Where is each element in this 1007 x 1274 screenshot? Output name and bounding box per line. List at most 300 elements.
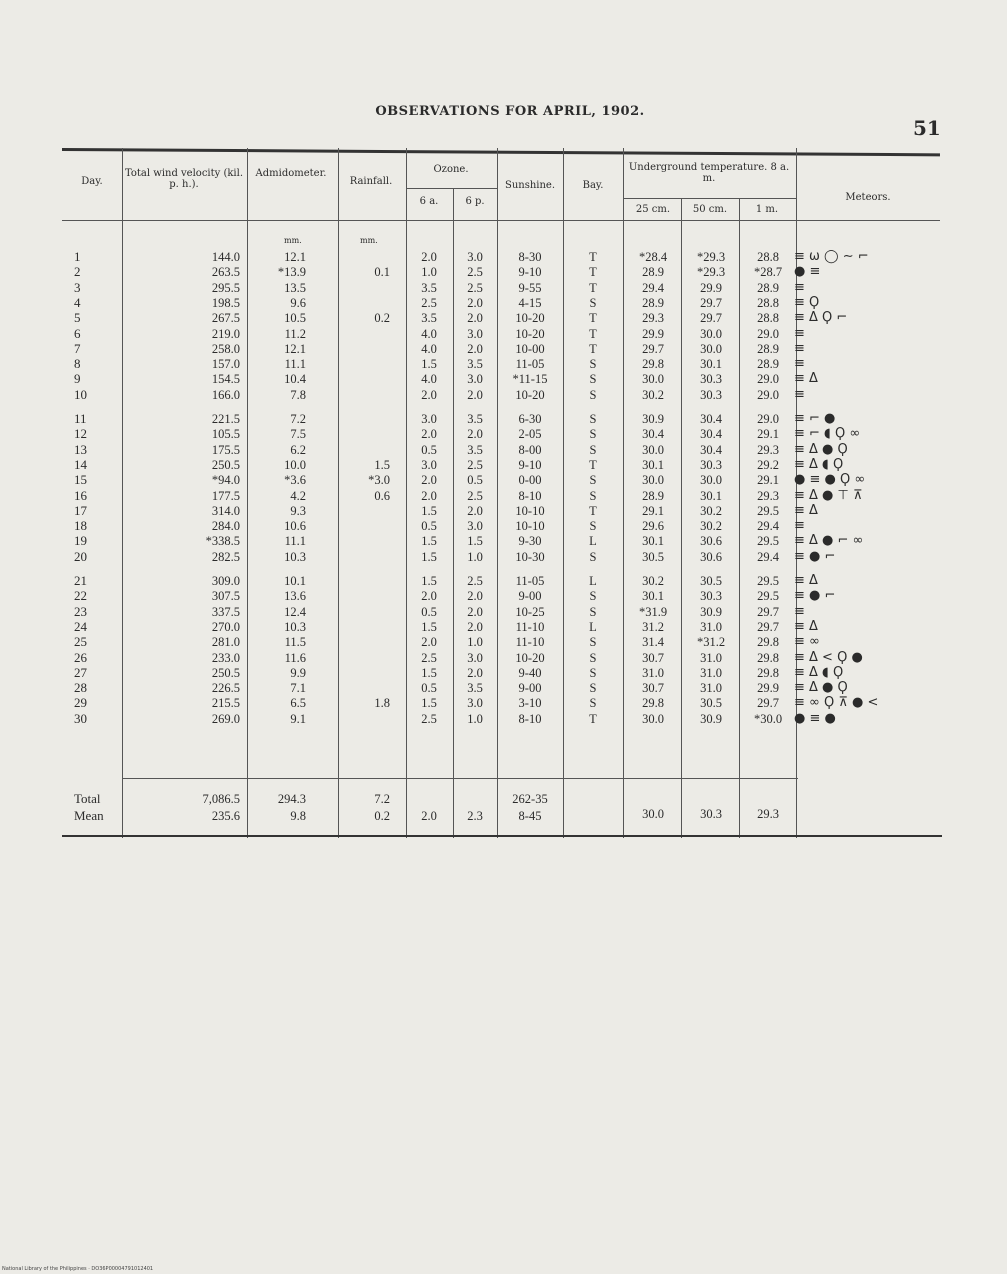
cell-wind: 267.5	[211, 311, 240, 326]
cell-bay: T	[589, 711, 597, 726]
footer-credit: National Library of the Philippines · DO36P00004791012401	[2, 1266, 154, 1272]
cell-ug-25: 31.4	[642, 635, 664, 650]
cell-bay: T	[589, 503, 597, 518]
cell-ug-1m: 29.3	[757, 442, 779, 457]
cell-sunshine: 8-30	[518, 250, 542, 264]
cell-ozone-6a: 3.0	[421, 412, 437, 426]
cell-ug-25: 29.8	[642, 696, 664, 711]
cell-ozone-6p: 3.5	[467, 412, 483, 426]
cell-day: 19	[74, 533, 87, 549]
cell-ug-1m: 29.7	[757, 696, 779, 711]
cell-meteors: ≡	[794, 386, 805, 402]
cell-day: 22	[74, 588, 87, 604]
cell-ug-1m: 29.8	[757, 650, 779, 665]
cell-sunshine: 9-30	[518, 534, 542, 549]
cell-ug-1m: 29.8	[757, 635, 779, 650]
header-underground: Underground temperature. 8 a. m.	[628, 162, 790, 184]
cell-sunshine: 0-00	[518, 473, 542, 488]
cell-ug-50: 30.3	[700, 372, 722, 387]
ug-50-mean: 30.3	[700, 807, 722, 821]
sunshine-mean: 8-45	[518, 809, 542, 823]
cell-ug-1m: 28.8	[757, 311, 779, 326]
header-rule	[62, 220, 940, 221]
header-day: Day.	[81, 176, 103, 187]
cell-atmidometer: 10.4	[284, 372, 306, 387]
cell-sunshine: 10-10	[515, 519, 545, 534]
cell-ozone-6a: 1.5	[421, 574, 437, 588]
cell-bay: T	[589, 311, 597, 326]
atm-total: 294.3	[277, 792, 306, 806]
cell-ozone-6a: 1.0	[421, 265, 437, 280]
cell-ug-1m: 29.7	[757, 619, 779, 634]
cell-wind: 250.5	[211, 665, 240, 680]
cell-ozone-6a: 2.5	[421, 295, 437, 310]
cell-atmidometer: 13.6	[284, 589, 306, 604]
header-bay: Bay.	[582, 180, 604, 191]
cell-ug-50: 30.9	[700, 711, 722, 726]
cell-wind: 337.5	[211, 604, 240, 619]
cell-bay: L	[589, 574, 597, 588]
cell-ug-50: *29.3	[696, 250, 726, 264]
header-ug-1m: 1 m.	[755, 204, 779, 215]
ozone-6a-mean: 2.0	[421, 809, 437, 823]
cell-rainfall: *3.0	[368, 473, 390, 488]
cell-day: 30	[74, 710, 87, 726]
cell-ug-25: 30.0	[642, 372, 664, 387]
cell-ozone-6p: 2.5	[467, 280, 483, 295]
table-top-rule	[62, 148, 940, 156]
cell-ozone-6a: 4.0	[421, 326, 437, 341]
cell-ug-25: 30.1	[642, 589, 664, 604]
cell-bay: T	[589, 265, 597, 280]
mean-label: Mean	[74, 808, 104, 823]
cell-day: 6	[74, 325, 81, 341]
totals-rule	[122, 778, 798, 779]
cell-ug-50: 30.1	[700, 488, 722, 503]
cell-ug-25: 30.0	[642, 473, 664, 488]
cell-wind: 105.5	[211, 427, 240, 442]
cell-rainfall: 1.5	[374, 457, 390, 472]
sunshine-total: 262-35	[512, 792, 548, 806]
cell-ug-50: 31.0	[700, 619, 722, 634]
cell-sunshine: 10-20	[515, 650, 545, 665]
cell-ug-25: 29.9	[642, 326, 664, 341]
atm-unit: mm.	[284, 236, 302, 245]
cell-ug-1m: 28.9	[757, 357, 779, 372]
cell-bay: T	[589, 280, 597, 295]
cell-ozone-6p: 2.0	[467, 311, 483, 326]
cell-ug-50: 30.4	[700, 442, 722, 457]
cell-meteors: ≡ Δ ● Ϙ	[794, 441, 848, 457]
cell-ozone-6a: 2.0	[421, 427, 437, 442]
cell-ug-25: 29.3	[642, 311, 664, 326]
cell-ozone-6p: 3.0	[467, 650, 483, 665]
cell-bay: S	[589, 357, 597, 372]
cell-ozone-6a: 1.5	[421, 357, 437, 372]
cell-day: 23	[74, 603, 87, 619]
cell-bay: S	[589, 295, 597, 310]
cell-bay: S	[589, 473, 597, 488]
cell-sunshine: 8-00	[518, 442, 542, 457]
ozone-6p-mean: 2.3	[467, 809, 483, 823]
cell-ug-1m: 28.8	[757, 250, 779, 264]
cell-ozone-6a: 0.5	[421, 604, 437, 619]
cell-meteors: ≡ ∞	[794, 634, 820, 650]
cell-ug-25: 30.4	[642, 427, 664, 442]
cell-bay: S	[589, 635, 597, 650]
cell-atmidometer: 11.6	[284, 650, 306, 665]
cell-ug-25: 29.8	[642, 357, 664, 372]
header-meteors: Meteors.	[845, 192, 891, 203]
cell-day: 15	[74, 472, 87, 488]
cell-ug-25: 29.7	[642, 341, 664, 356]
cell-ozone-6p: 3.0	[467, 326, 483, 341]
cell-sunshine: 10-30	[515, 549, 545, 564]
cell-meteors: ≡	[794, 279, 805, 295]
cell-ozone-6a: 2.0	[421, 635, 437, 650]
cell-day: 18	[74, 518, 87, 534]
cell-atmidometer: 7.5	[290, 427, 306, 442]
cell-wind: 295.5	[211, 280, 240, 295]
cell-atmidometer: 7.2	[290, 412, 306, 426]
cell-sunshine: 8-10	[518, 488, 542, 503]
cell-ug-1m: 29.9	[757, 681, 779, 696]
cell-ozone-6p: 2.0	[467, 589, 483, 604]
cell-ug-50: 30.5	[700, 574, 722, 588]
cell-bay: T	[589, 326, 597, 341]
cell-ug-50: 31.0	[700, 650, 722, 665]
cell-ug-25: 28.9	[642, 265, 664, 280]
cell-wind: 177.5	[211, 488, 240, 503]
cell-atmidometer: 10.0	[284, 457, 306, 472]
cell-bay: S	[589, 696, 597, 711]
cell-ug-25: 30.0	[642, 711, 664, 726]
cell-sunshine: 4-15	[518, 295, 542, 310]
cell-bay: S	[589, 412, 597, 426]
cell-ozone-6p: 2.5	[467, 265, 483, 280]
cell-meteors: ● ≡ ●	[794, 710, 836, 726]
cell-atmidometer: *13.9	[277, 265, 306, 280]
cell-meteors: ≡ Δ ● ⌐ ∞	[794, 533, 864, 549]
cell-rainfall: 1.8	[374, 696, 390, 711]
cell-ozone-6p: 2.0	[467, 387, 483, 402]
cell-ozone-6a: 1.5	[421, 534, 437, 549]
cell-meteors: ≡	[794, 340, 805, 356]
rain-total: 7.2	[374, 792, 390, 806]
cell-day: 16	[74, 487, 87, 503]
cell-wind: 198.5	[211, 295, 240, 310]
cell-ug-25: 30.1	[642, 534, 664, 549]
cell-ozone-6a: 2.0	[421, 488, 437, 503]
cell-ug-50: 29.7	[700, 295, 722, 310]
cell-bay: S	[589, 681, 597, 696]
cell-ug-1m: 29.7	[757, 604, 779, 619]
cell-atmidometer: 6.5	[290, 696, 306, 711]
cell-wind: 233.0	[211, 650, 240, 665]
wind-total: 7,086.5	[202, 792, 240, 806]
cell-ozone-6a: 3.5	[421, 280, 437, 295]
cell-ug-50: 29.9	[700, 280, 722, 295]
cell-ug-25: 30.2	[642, 387, 664, 402]
cell-atmidometer: 11.2	[284, 326, 306, 341]
cell-sunshine: 10-20	[515, 326, 545, 341]
cell-ug-50: 30.6	[700, 534, 722, 549]
cell-ug-25: 28.9	[642, 488, 664, 503]
cell-atmidometer: 4.2	[290, 488, 306, 503]
cell-sunshine: 9-10	[518, 457, 542, 472]
cell-sunshine: 11-10	[515, 619, 545, 634]
cell-rainfall: 0.6	[374, 488, 390, 503]
cell-bay: L	[589, 534, 597, 549]
cell-bay: L	[589, 619, 597, 634]
cell-ug-50: 31.0	[700, 665, 722, 680]
cell-ozone-6p: 2.0	[467, 427, 483, 442]
cell-ozone-6a: 2.5	[421, 711, 437, 726]
cell-bay: S	[589, 372, 597, 387]
cell-ug-25: 30.1	[642, 457, 664, 472]
cell-wind: 226.5	[211, 681, 240, 696]
cell-ozone-6p: 1.0	[467, 549, 483, 564]
cell-bay: S	[589, 650, 597, 665]
cell-meteors: ≡ ● ⌐	[794, 548, 836, 564]
rain-unit: mm.	[360, 236, 378, 245]
cell-wind: 307.5	[211, 589, 240, 604]
cell-ozone-6p: 2.0	[467, 503, 483, 518]
cell-ug-50: 30.4	[700, 412, 722, 426]
cell-meteors: ≡ ⌐ ●	[794, 411, 836, 426]
header-rainfall: Rainfall.	[349, 176, 393, 187]
cell-ozone-6a: 1.5	[421, 503, 437, 518]
cell-meteors: ≡ Δ ● ⊤ ⊼	[794, 487, 863, 503]
cell-meteors: ≡ ∞ Ϙ ⊼ ● <	[794, 695, 879, 711]
cell-meteors: ≡ Ϙ	[794, 294, 820, 310]
cell-ozone-6a: 4.0	[421, 372, 437, 387]
cell-ug-50: *29.3	[696, 265, 726, 280]
cell-wind: 270.0	[211, 619, 240, 634]
header-atmidometer: Admidometer.	[255, 168, 327, 179]
cell-day: 27	[74, 664, 87, 680]
cell-ozone-6a: 1.5	[421, 549, 437, 564]
cell-bay: S	[589, 549, 597, 564]
cell-meteors: ≡ Δ ● Ϙ	[794, 680, 848, 696]
cell-ug-1m: 29.0	[757, 412, 779, 426]
cell-meteors: ≡ Δ	[794, 573, 818, 588]
cell-ozone-6a: 3.5	[421, 311, 437, 326]
header-ug-50: 50 cm.	[692, 204, 728, 215]
cell-ug-1m: 29.5	[757, 503, 779, 518]
cell-wind: 175.5	[211, 442, 240, 457]
cell-ug-50: 30.2	[700, 503, 722, 518]
cell-ug-50: 30.0	[700, 473, 722, 488]
cell-meteors: ≡	[794, 518, 805, 534]
cell-ug-1m: 29.4	[757, 519, 779, 534]
cell-atmidometer: *3.6	[284, 473, 306, 488]
cell-ug-25: 28.9	[642, 295, 664, 310]
cell-sunshine: 9-10	[518, 265, 542, 280]
cell-rainfall: 0.1	[374, 265, 390, 280]
cell-ug-1m: 29.0	[757, 372, 779, 387]
cell-atmidometer: 6.2	[290, 442, 306, 457]
cell-wind: *94.0	[211, 473, 240, 488]
cell-wind: 221.5	[211, 412, 240, 426]
cell-ozone-6a: 0.5	[421, 519, 437, 534]
cell-ug-50: 30.6	[700, 549, 722, 564]
cell-day: 26	[74, 649, 87, 665]
cell-meteors: ≡	[794, 603, 805, 619]
cell-ozone-6p: 1.5	[467, 534, 483, 549]
cell-atmidometer: 11.1	[284, 357, 306, 372]
cell-ug-1m: 29.8	[757, 665, 779, 680]
cell-sunshine: 6-30	[518, 412, 542, 426]
cell-ug-25: 29.1	[642, 503, 664, 518]
cell-bay: S	[589, 665, 597, 680]
cell-ozone-6p: 2.0	[467, 295, 483, 310]
cell-wind: 215.5	[211, 696, 240, 711]
cell-day: 14	[74, 456, 87, 472]
cell-ug-25: 30.7	[642, 650, 664, 665]
cell-ug-1m: 28.9	[757, 280, 779, 295]
cell-meteors: ≡ Δ	[794, 618, 818, 634]
cell-ozone-6p: 1.0	[467, 635, 483, 650]
cell-day: 21	[74, 573, 87, 588]
cell-ug-1m: 29.5	[757, 589, 779, 604]
cell-meteors: ≡ Δ ◖ Ϙ	[794, 664, 844, 680]
cell-day: 28	[74, 680, 87, 696]
table-bottom-rule	[62, 835, 942, 837]
cell-day: 7	[74, 340, 81, 356]
cell-ozone-6p: 2.5	[467, 457, 483, 472]
cell-meteors: ≡ ⌐ ◖ Ϙ ∞	[794, 426, 861, 442]
cell-ug-25: *31.9	[638, 604, 668, 619]
cell-ozone-6a: 1.5	[421, 696, 437, 711]
cell-ug-50: 29.7	[700, 311, 722, 326]
cell-day: 8	[74, 356, 81, 372]
cell-ug-50: 30.4	[700, 427, 722, 442]
page-title: OBSERVATIONS FOR APRIL, 1902.	[375, 104, 645, 119]
cell-wind: 219.0	[211, 326, 240, 341]
cell-wind: 166.0	[211, 387, 240, 402]
cell-bay: S	[589, 589, 597, 604]
cell-sunshine: 10-10	[515, 503, 545, 518]
cell-day: 3	[74, 279, 81, 295]
cell-ug-50: 30.3	[700, 589, 722, 604]
cell-ug-1m: 29.1	[757, 473, 779, 488]
cell-wind: 314.0	[211, 503, 240, 518]
ug-sub-rule	[624, 198, 796, 199]
cell-ozone-6p: 3.5	[467, 681, 483, 696]
cell-meteors: ≡ ● ⌐	[794, 588, 836, 604]
cell-ug-50: 30.3	[700, 387, 722, 402]
cell-wind: 258.0	[211, 341, 240, 356]
cell-ug-50: 30.0	[700, 326, 722, 341]
cell-day: 29	[74, 695, 87, 711]
cell-ozone-6p: 1.0	[467, 711, 483, 726]
cell-ozone-6p: 2.0	[467, 619, 483, 634]
cell-meteors: ≡	[794, 356, 805, 372]
cell-ug-50: 30.3	[700, 457, 722, 472]
cell-sunshine: 11-05	[515, 357, 545, 372]
cell-ug-1m: 29.0	[757, 387, 779, 402]
cell-bay: S	[589, 427, 597, 442]
cell-day: 17	[74, 502, 87, 518]
cell-ozone-6a: 2.0	[421, 250, 437, 264]
cell-wind: 269.0	[211, 711, 240, 726]
cell-day: 20	[74, 548, 87, 564]
cell-day: 2	[74, 264, 81, 280]
cell-day: 1	[74, 249, 81, 264]
cell-sunshine: 11-10	[515, 635, 545, 650]
cell-ug-50: 30.0	[700, 341, 722, 356]
cell-day: 24	[74, 618, 87, 634]
cell-ozone-6p: 2.5	[467, 574, 483, 588]
cell-ug-25: 30.5	[642, 549, 664, 564]
cell-atmidometer: 10.5	[284, 311, 306, 326]
cell-ug-1m: 29.2	[757, 457, 779, 472]
cell-meteors: ● ≡ ● Ϙ ∞	[794, 472, 866, 488]
cell-ozone-6p: 3.0	[467, 372, 483, 387]
cell-ug-25: 30.9	[642, 412, 664, 426]
cell-ozone-6a: 0.5	[421, 442, 437, 457]
cell-sunshine: 10-00	[515, 341, 545, 356]
cell-sunshine: 9-00	[518, 681, 542, 696]
ozone-sub-rule	[406, 188, 498, 189]
cell-ug-1m: 29.1	[757, 427, 779, 442]
cell-rainfall: 0.2	[374, 311, 390, 326]
cell-ozone-6p: 3.0	[467, 250, 483, 264]
cell-meteors: ≡ Δ ◖ Ϙ	[794, 456, 844, 472]
cell-atmidometer: 9.9	[290, 665, 306, 680]
cell-sunshine: 10-20	[515, 387, 545, 402]
rain-mean: 0.2	[374, 809, 390, 823]
cell-sunshine: 10-25	[515, 604, 545, 619]
cell-sunshine: 9-55	[518, 280, 542, 295]
wind-mean: 235.6	[211, 809, 240, 823]
cell-ug-25: 29.4	[642, 280, 664, 295]
cell-ug-50: 30.1	[700, 357, 722, 372]
cell-atmidometer: 13.5	[284, 280, 306, 295]
cell-day: 25	[74, 634, 87, 650]
cell-atmidometer: 10.3	[284, 549, 306, 564]
header-ug-25: 25 cm.	[635, 204, 671, 215]
cell-ug-25: *28.4	[638, 250, 668, 264]
cell-ug-1m: *28.7	[753, 265, 783, 280]
cell-ug-1m: 29.3	[757, 488, 779, 503]
atm-mean: 9.8	[290, 809, 306, 823]
cell-ug-50: 31.0	[700, 681, 722, 696]
cell-day: 9	[74, 371, 81, 387]
cell-bay: T	[589, 341, 597, 356]
ug-25-mean: 30.0	[642, 807, 664, 821]
cell-ozone-6p: 2.0	[467, 665, 483, 680]
cell-ozone-6p: 2.5	[467, 488, 483, 503]
cell-ozone-6p: 3.0	[467, 696, 483, 711]
cell-wind: 154.5	[211, 372, 240, 387]
cell-meteors: ≡	[794, 325, 805, 341]
cell-meteors: ≡ ω ◯ ∼ ⌐	[794, 249, 869, 264]
cell-ozone-6a: 1.5	[421, 665, 437, 680]
cell-day: 4	[74, 294, 81, 310]
cell-ozone-6a: 1.5	[421, 619, 437, 634]
cell-atmidometer: 7.1	[290, 681, 306, 696]
cell-ug-25: 30.7	[642, 681, 664, 696]
cell-atmidometer: 9.6	[290, 295, 306, 310]
cell-ug-1m: 29.5	[757, 534, 779, 549]
cell-ozone-6p: 3.5	[467, 442, 483, 457]
cell-sunshine: 11-05	[515, 574, 545, 588]
header-ozone-6a: 6 a.	[419, 196, 439, 207]
cell-ug-50: 30.5	[700, 696, 722, 711]
cell-ozone-6a: 3.0	[421, 457, 437, 472]
